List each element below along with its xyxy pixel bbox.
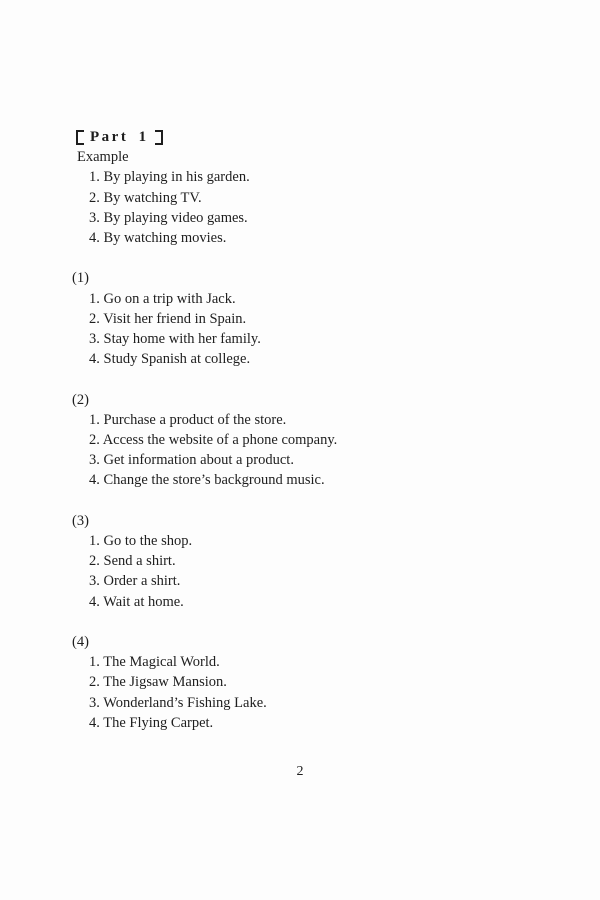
question-3-option-3: 3. Order a shirt. — [89, 573, 181, 590]
question-2-option-1: 1. Purchase a product of the store. — [89, 411, 287, 428]
question-1-option-4: 4. Study Spanish at college. — [89, 351, 251, 368]
question-2-label: (2) — [72, 391, 89, 408]
question-1-option-2: 2. Visit her friend in Spain. — [89, 310, 247, 327]
example-option-1: 1. By playing in his garden. — [89, 169, 250, 186]
question-1-option-3: 3. Stay home with her family. — [89, 331, 261, 347]
example-label: Example — [77, 149, 129, 166]
question-3-option-1: 1. Go to the shop. — [89, 533, 193, 549]
question-3 — [72, 511, 337, 612]
question-1-label: (1) — [72, 270, 89, 287]
question-4-options — [89, 652, 337, 733]
question-1-options — [89, 289, 337, 370]
example-option-2: 2. By watching TV. — [89, 189, 202, 206]
example-option-4: 4. By watching movies. — [89, 230, 227, 246]
example-options — [89, 167, 337, 248]
left-lenticular-bracket-icon — [76, 130, 84, 145]
part1-section — [72, 127, 337, 733]
part-header-title: Part 1 — [90, 129, 149, 145]
question-4-option-4: 4. The Flying Carpet. — [89, 714, 214, 731]
question-3-label: (3) — [72, 512, 89, 529]
question-2 — [72, 390, 337, 491]
question-2-options — [89, 410, 337, 491]
question-4-option-1: 1. The Magical World. — [89, 654, 220, 671]
question-4 — [72, 632, 337, 733]
page-number: 2 — [296, 764, 304, 779]
question-1 — [72, 268, 337, 369]
question-4-label: (4) — [72, 634, 89, 650]
question-3-option-2: 2. Send a shirt. — [89, 553, 176, 570]
question-2-option-2: 2. Access the website of a phone company. — [89, 432, 338, 448]
question-4-option-2: 2. The Jigsaw Mansion. — [89, 674, 227, 691]
question-1-option-1: 1. Go on a trip with Jack. — [89, 290, 236, 307]
question-3-options — [89, 531, 337, 612]
right-lenticular-bracket-icon — [155, 130, 163, 145]
example-option-3: 3. By playing video games. — [89, 209, 248, 226]
part-header — [76, 127, 337, 147]
question-2-option-3: 3. Get information about a product. — [89, 452, 294, 469]
question-3-option-4: 4. Wait at home. — [89, 593, 184, 610]
question-4-option-3: 3. Wonderland’s Fishing Lake. — [89, 694, 267, 711]
question-2-option-4: 4. Change the store’s background music. — [89, 472, 325, 489]
